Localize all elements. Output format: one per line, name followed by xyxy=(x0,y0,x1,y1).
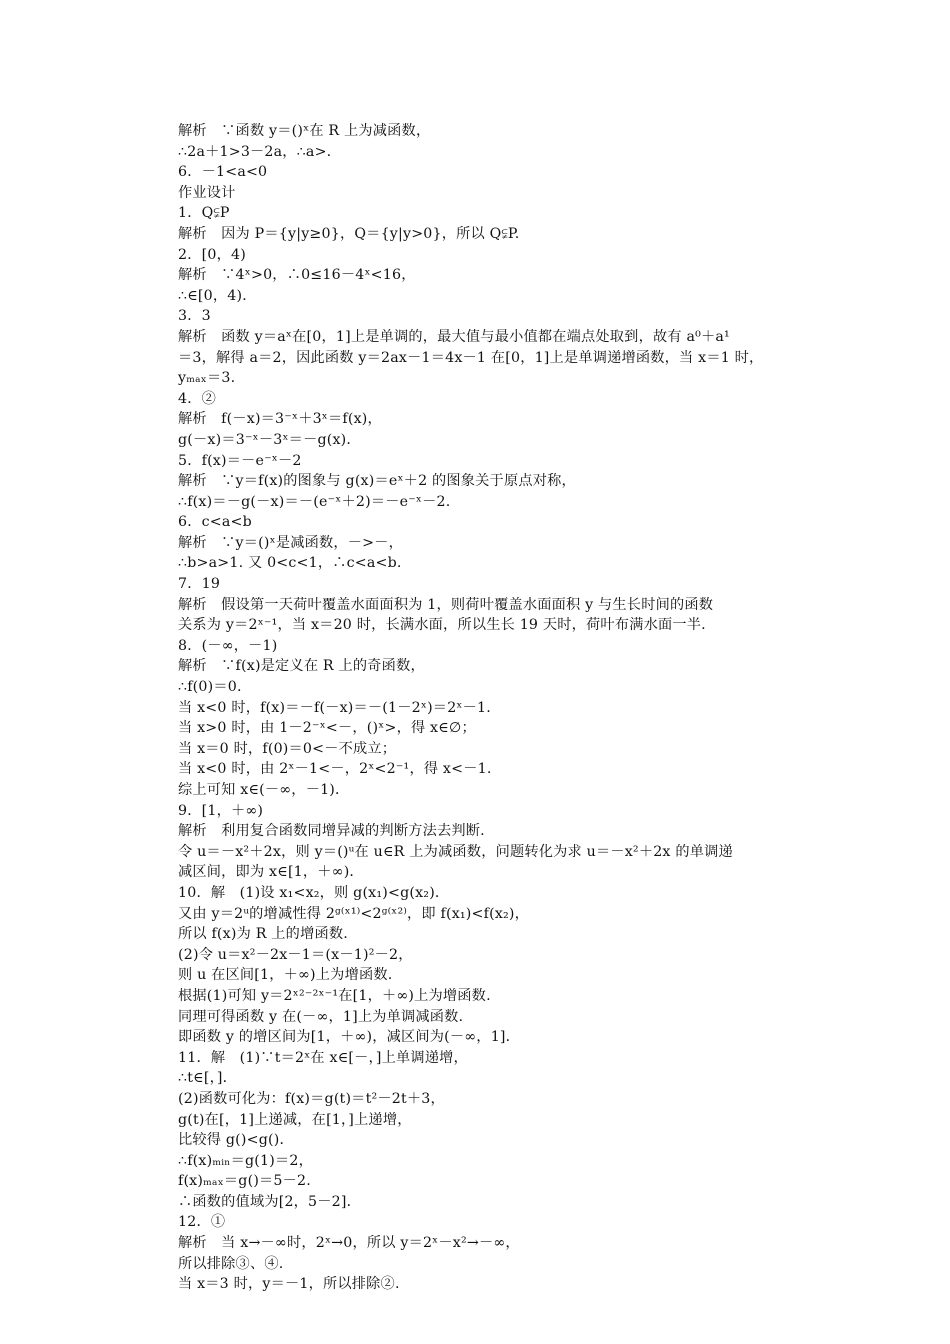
text-line: 10．解 (1)设 x₁<x₂，则 g(x₁)<g(x₂)． xyxy=(178,884,450,901)
text-line: 11．解 (1)∵t＝2ˣ在 x∈[－，]上单调递增， xyxy=(178,1049,468,1066)
text-line: 所以排除③、④. xyxy=(178,1255,284,1272)
text-line: 作业设计 xyxy=(178,184,236,201)
text-line: 7．19 xyxy=(178,576,221,593)
text-line: g(－x)＝3⁻ˣ－3ˣ＝－g(x)． xyxy=(178,431,361,448)
text-line: 当 x＝0 时，f(0)＝0<－不成立； xyxy=(178,740,397,757)
text-line: 解析 因为 P＝{y|y≥0}，Q＝{y|y>0}，所以 Q⫋P. xyxy=(178,225,520,242)
text-line: (2)函数可化为：f(x)＝g(t)＝t²－2t＋3， xyxy=(178,1090,445,1107)
text-line: 解析 ∵f(x)是定义在 R 上的奇函数， xyxy=(178,658,425,675)
text-line: 解析 ∵y＝f(x)的图象与 g(x)＝eˣ＋2 的图象关于原点对称， xyxy=(178,473,576,490)
text-line: 解析 ∵y＝()ˣ是减函数，－>－， xyxy=(178,534,404,551)
text-line: 解析 利用复合函数同增异减的判断方法去判断. xyxy=(178,823,485,840)
text-line: 3．3 xyxy=(178,308,211,325)
text-line: 2．[0，4) xyxy=(178,246,246,263)
text-line: 解析 函数 y＝aˣ在[0，1]上是单调的，最大值与最小值都在端点处取到，故有 a⁰＋a¹ xyxy=(178,328,730,345)
text-line: 解析 假设第一天荷叶覆盖水面面积为 1，则荷叶覆盖水面面积 y 与生长时间的函数 xyxy=(178,596,714,613)
text-line: 当 x＝3 时，y＝－1，所以排除②. xyxy=(178,1276,400,1293)
text-line: 又由 y＝2ᵘ的增减性得 2ᵍ⁽ˣ¹⁾<2ᵍ⁽ˣ²⁾，即 f(x₁)<f(x₂)， xyxy=(178,905,530,922)
text-line: 1．Q⫋P xyxy=(178,205,230,222)
text-line: ∴b>a>1. 又 0<c<1，∴c<a<b. xyxy=(178,555,402,572)
text-line: 5．f(x)＝－e⁻ˣ－2 xyxy=(178,452,302,469)
text-line: 6．c<a<b xyxy=(178,514,252,531)
text-line: 则 u 在区间[1，＋∞)上为增函数. xyxy=(178,967,393,984)
text-line: 同理可得函数 y 在(－∞，1]上为单调减函数. xyxy=(178,1008,464,1025)
text-line: ＝3，解得 a＝2，因此函数 y＝2ax－1＝4x－1 在[0，1]上是单调递增函数，当 x＝1 时， xyxy=(178,349,764,366)
text-line: 关系为 y＝2ˣ⁻¹，当 x＝20 时，长满水面，所以生长 19 天时，荷叶布满水面一半. xyxy=(178,617,706,634)
text-line: ∴t∈[，]． xyxy=(178,1070,237,1087)
text-line: 6．－1<a<0 xyxy=(178,164,268,181)
text-line: ∴∈[0，4)． xyxy=(178,287,257,304)
text-line: 综上可知 x∈(－∞，－1)． xyxy=(178,782,350,798)
text-line: ∴f(x)＝－g(－x)＝－(e⁻ˣ＋2)＝－e⁻ˣ－2. xyxy=(178,493,451,510)
text-line: 当 x<0 时，由 2ˣ－1<－，2ˣ<2⁻¹，得 x<－1. xyxy=(178,761,492,778)
text-line: 所以 f(x)为 R 上的增函数. xyxy=(178,926,348,943)
text-line: ∴f(0)＝0. xyxy=(178,679,242,696)
text-line: f(x)ₘₐₓ＝g()＝5－2. xyxy=(178,1173,311,1190)
text-line: yₘₐₓ＝3. xyxy=(178,370,236,387)
text-line: 比较得 g()<g()． xyxy=(178,1132,294,1149)
text-line: 12．① xyxy=(178,1214,226,1231)
text-line: 当 x>0 时，由 1－2⁻ˣ<－，()ˣ>，得 x∈∅； xyxy=(178,720,476,737)
text-line: 根据(1)可知 y＝2ˣ²⁻²ˣ⁻¹在[1，＋∞)上为增函数. xyxy=(178,987,491,1004)
solution-text xyxy=(178,121,838,1295)
text-line: 8．(－∞，－1) xyxy=(178,637,278,654)
text-line: 解析 当 x→－∞时，2ˣ→0，所以 y＝2ˣ－x²→－∞， xyxy=(178,1235,520,1252)
text-line: 9．[1，＋∞) xyxy=(178,802,264,819)
text-line: 令 u＝－x²＋2x，则 y＝()ᵘ在 u∈R 上为减函数，问题转化为求 u＝－x²＋2x 的单调递 xyxy=(178,843,733,860)
text-line: g(t)在[，1]上递减，在[1，]上递增， xyxy=(178,1111,412,1128)
text-line: 即函数 y 的增区间为[1，＋∞)，减区间为(－∞，1]． xyxy=(178,1029,521,1046)
text-line: ∴函数的值域为[2，5－2]． xyxy=(178,1193,362,1210)
text-line: 减区间，即为 x∈[1，＋∞)． xyxy=(178,864,364,881)
text-line: ∴f(x)ₘᵢₙ＝g(1)＝2， xyxy=(178,1152,314,1169)
text-line: 当 x<0 时，f(x)＝－f(－x)＝－(1－2ˣ)＝2ˣ－1. xyxy=(178,699,491,716)
text-line: 解析 ∵4ˣ>0，∴0≤16－4ˣ<16， xyxy=(178,267,416,284)
text-line: 解析 ∵函数 y＝()ˣ在 R 上为减函数， xyxy=(178,123,431,139)
text-line: 解析 f(－x)＝3⁻ˣ＋3ˣ＝f(x)， xyxy=(178,411,382,428)
text-line: ∴2a＋1>3－2a，∴a>. xyxy=(178,143,332,160)
text-line: 4．② xyxy=(178,390,217,407)
text-line: (2)令 u＝x²－2x－1＝(x－1)²－2， xyxy=(178,946,413,963)
